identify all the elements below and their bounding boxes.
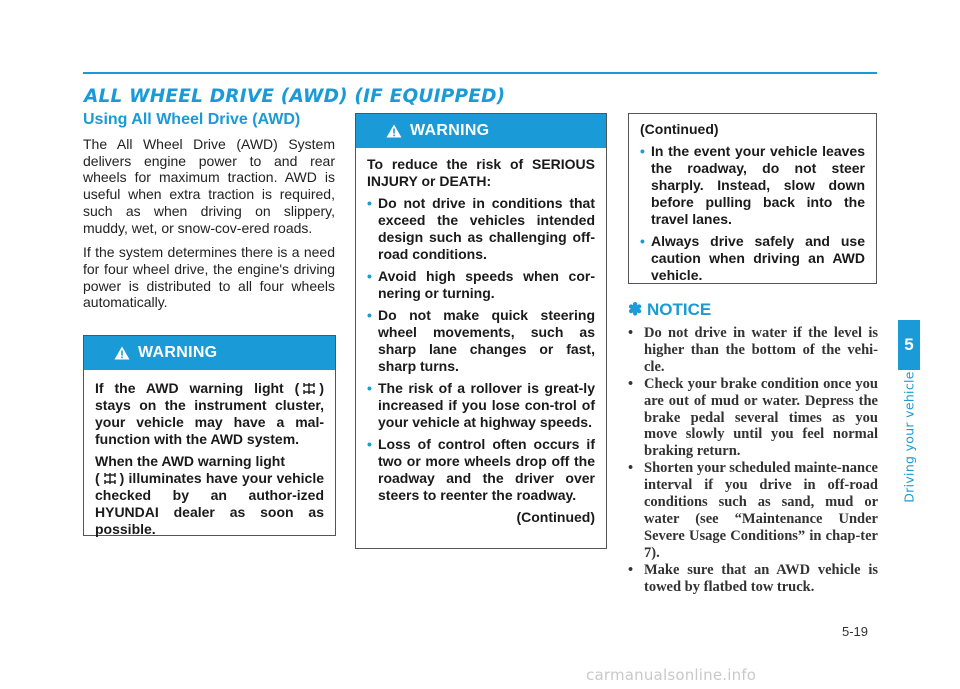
awd-warning-light-icon (103, 472, 117, 485)
watermark: carmanualsonline.info (586, 666, 757, 684)
notice-item: • Do not drive in water if the level is higher than the bottom of the vehi-cle. (628, 325, 878, 376)
warning-triangle-icon (386, 124, 402, 138)
warning-text: ) stays on the instrument cluster, your vehicle may have a mal-function with the AWD system. (95, 380, 324, 447)
warning-header (84, 336, 335, 370)
warning-bullet: • Do not make quick steering wheel movements, such as sharp lane changes or fast, sharp turns. (367, 307, 595, 375)
section-title: ALL WHEEL DRIVE (AWD) (IF EQUIPPED) (84, 86, 506, 107)
continued-label: (Continued) (640, 121, 719, 137)
warning-body (356, 148, 606, 526)
notice-item: • Make sure that an AWD vehicle is towed by flatbed tow truck. (628, 562, 878, 596)
continued-note: (Continued) (516, 509, 595, 525)
warning-bullet: • Loss of control often occurs if two or more wheels drop off the roadway and the driver over steers to reenter the roadway. (367, 436, 595, 504)
warning-bullet-list (367, 195, 595, 504)
intro-paragraph: The All Wheel Drive (AWD) System delivers engine power to and rear wheels for maximum traction. AWD is useful when extra traction is required, such as when driving on slippery, muddy, wet, or snow-cov-ered roads. (83, 136, 335, 236)
notice-list (628, 325, 878, 596)
warning-bullet-list (640, 143, 865, 284)
warning-bullet: • The risk of a rollover is great-ly increased if you lose con-trol of your vehicle at highway speeds. (367, 380, 595, 431)
warning-bullet: • Always drive safely and use caution when driving an AWD vehicle. (640, 233, 865, 284)
subheading: Using All Wheel Drive (AWD) (83, 111, 301, 128)
warning-triangle-icon (114, 346, 130, 360)
awd-warning-box (83, 335, 336, 536)
page-number: 5-19 (842, 624, 869, 639)
awd-warning-light-icon (302, 382, 316, 395)
intro-text (83, 136, 335, 319)
warning-label: WARNING (138, 344, 218, 361)
warning-label: WARNING (410, 122, 490, 139)
rollover-warning-box (355, 113, 607, 549)
warning-intro: To reduce the risk of SERIOUS INJURY or DEATH: (367, 156, 595, 189)
continued-warning-box (628, 113, 877, 284)
warning-body (629, 114, 876, 284)
warning-text: If the AWD warning light ( (95, 380, 300, 396)
notice-item: • Check your brake condition once you are out of mud or water. Depress the brake pedal several times as you move slowly until you feel normal braking return. (628, 376, 878, 461)
warning-text: ( (95, 470, 100, 486)
warning-body (84, 370, 335, 538)
awd-warning-paragraph (95, 380, 324, 448)
notice-title: ✽ NOTICE (628, 300, 712, 319)
warning-bullet: • Do not drive in conditions that exceed the vehicles intended design such as challenging off-road conditions. (367, 195, 595, 263)
top-rule (83, 72, 877, 74)
notice-item: • Shorten your scheduled mainte-nance interval if you drive in off-road conditions such as sand, mud or water (see “Maintenance Under Severe Usage Conditions” in chap-ter 7). (628, 460, 878, 561)
warning-bullet: • Avoid high speeds when cor-nering or turning. (367, 268, 595, 302)
warning-header (356, 114, 606, 148)
awd-warning-paragraph (95, 453, 324, 538)
chapter-tab: 5 (898, 320, 920, 370)
warning-text: When the AWD warning light (95, 453, 286, 469)
intro-paragraph: If the system determines there is a need for four wheel drive, the engine's driving power is distributed to all four wheels automatically. (83, 244, 335, 311)
chapter-label: Driving your vehicle (901, 371, 917, 503)
warning-text: ) illuminates have your vehicle checked by an author-ized HYUNDAI dealer as soon as possible. (95, 470, 324, 537)
warning-bullet: • In the event your vehicle leaves the roadway, do not steer sharply. Instead, slow down before pulling back into the travel lanes. (640, 143, 865, 228)
